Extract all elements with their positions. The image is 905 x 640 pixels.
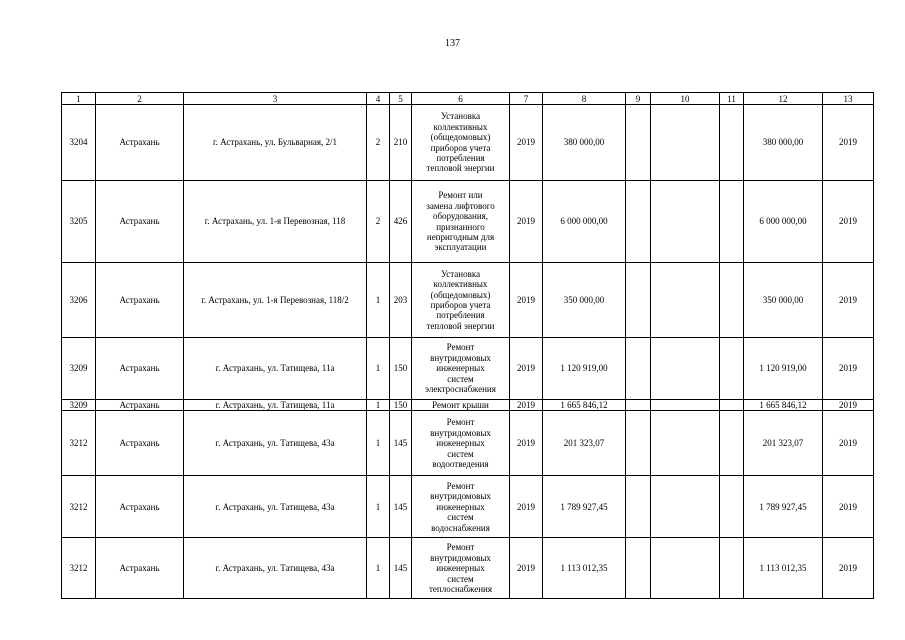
floors-cell: 1 [367, 538, 390, 599]
work-type-line: непригодным для [426, 231, 495, 242]
work-type-cell [412, 338, 510, 400]
address-cell: г. Астрахань, ул. Татищева, 11а [184, 338, 367, 400]
address-cell: г. Астрахань, ул. Татищева, 43а [184, 538, 367, 599]
column-9-cell [626, 263, 651, 338]
column-header-9: 9 [626, 93, 651, 105]
column-10-cell [651, 105, 720, 181]
floors-cell: 1 [367, 263, 390, 338]
completion-year-cell: 2019 [823, 538, 874, 599]
column-9-cell [626, 338, 651, 400]
address-cell: г. Астрахань, ул. Татищева, 43а [184, 476, 367, 538]
work-type-line: систем [447, 448, 474, 459]
city-cell: Астрахань [96, 400, 184, 411]
column-header-3: 3 [184, 93, 367, 105]
address-cell: г. Астрахань, ул. Татищева, 43а [184, 411, 367, 476]
work-type-line: внутридомовых [430, 552, 491, 563]
cost-cell: 201 323,07 [543, 411, 626, 476]
column-9-cell [626, 538, 651, 599]
work-type-line: Ремонт или [438, 190, 483, 201]
work-type-cell [412, 181, 510, 263]
work-type-line: эксплуатации [434, 242, 487, 253]
work-type-line: (общедомовых) [430, 289, 491, 300]
column-10-cell [651, 411, 720, 476]
table-row [62, 181, 874, 263]
total-cost-cell: 1 120 919,00 [744, 338, 823, 400]
work-type-line: коллективных [433, 121, 488, 132]
city-cell: Астрахань [96, 105, 184, 181]
work-type-line: водоотведения [432, 459, 489, 470]
column-10-cell [651, 338, 720, 400]
total-cost-cell: 201 323,07 [744, 411, 823, 476]
city-cell: Астрахань [96, 338, 184, 400]
column-header-8: 8 [543, 93, 626, 105]
work-type-line: приборов учета [430, 300, 491, 310]
table-row [62, 338, 874, 400]
count-cell: 150 [390, 338, 412, 400]
floors-cell: 2 [367, 181, 390, 263]
work-type-line: Установка [440, 111, 481, 122]
work-type-line: Ремонт [446, 542, 475, 553]
city-cell: Астрахань [96, 263, 184, 338]
work-type-line: инженерных [436, 363, 485, 374]
table-row [62, 105, 874, 181]
work-type-cell [412, 105, 510, 181]
year-cell: 2019 [510, 263, 543, 338]
column-header-13: 13 [823, 93, 874, 105]
column-9-cell [626, 105, 651, 181]
table-row [62, 476, 874, 538]
cost-cell: 380 000,00 [543, 105, 626, 181]
column-9-cell [626, 400, 651, 411]
floors-cell: 1 [367, 400, 390, 411]
count-cell: 150 [390, 400, 412, 411]
object-id-cell: 3205 [62, 181, 96, 263]
total-cost-cell: 1 113 012,35 [744, 538, 823, 599]
cost-cell: 1 665 846,12 [543, 400, 626, 411]
city-cell: Астрахань [96, 476, 184, 538]
object-id-cell: 3212 [62, 411, 96, 476]
column-10-cell [651, 538, 720, 599]
count-cell: 426 [390, 181, 412, 263]
table-row [62, 538, 874, 599]
column-9-cell [626, 476, 651, 538]
work-type-line: потребления [436, 152, 485, 163]
column-11-cell [720, 411, 744, 476]
work-type-line: водоснабжения [431, 522, 490, 533]
year-cell: 2019 [510, 476, 543, 538]
work-type-cell [412, 411, 510, 476]
table-row [62, 400, 874, 411]
completion-year-cell: 2019 [823, 411, 874, 476]
floors-cell: 2 [367, 105, 390, 181]
header-row [62, 93, 874, 105]
completion-year-cell: 2019 [823, 105, 874, 181]
column-header-2: 2 [96, 93, 184, 105]
column-header-7: 7 [510, 93, 543, 105]
city-cell: Астрахань [96, 181, 184, 263]
total-cost-cell: 1 789 927,45 [744, 476, 823, 538]
work-type-line: внутридомовых [430, 427, 491, 438]
count-cell: 210 [390, 105, 412, 181]
floors-cell: 1 [367, 338, 390, 400]
address-cell: г. Астрахань, ул. Татищева, 11а [184, 400, 367, 411]
work-type-line: Ремонт [446, 417, 475, 428]
table-row [62, 263, 874, 338]
work-type-line: Ремонт [446, 342, 475, 353]
work-type-line: потребления [436, 310, 485, 321]
object-id-cell: 3212 [62, 476, 96, 538]
column-11-cell [720, 338, 744, 400]
work-type-cell [412, 400, 510, 411]
work-type-line: оборудования, [432, 211, 489, 222]
completion-year-cell: 2019 [823, 263, 874, 338]
page-number: 137 [445, 38, 460, 49]
count-cell: 145 [390, 476, 412, 538]
city-cell: Астрахань [96, 538, 184, 599]
column-11-cell [720, 538, 744, 599]
cost-cell: 1 120 919,00 [543, 338, 626, 400]
work-type-line: внутридомовых [430, 352, 491, 363]
table-body [62, 105, 874, 599]
year-cell: 2019 [510, 400, 543, 411]
column-11-cell [720, 181, 744, 263]
work-type-line: Установка [440, 268, 481, 279]
column-11-cell [720, 400, 744, 411]
work-type-line: Ремонт [446, 480, 475, 491]
column-10-cell [651, 400, 720, 411]
column-10-cell [651, 263, 720, 338]
work-type-line: систем [447, 373, 474, 384]
column-9-cell [626, 411, 651, 476]
column-header-1: 1 [62, 93, 96, 105]
work-type-line: (общедомовых) [430, 132, 491, 143]
total-cost-cell: 1 665 846,12 [744, 400, 823, 411]
column-11-cell [720, 105, 744, 181]
count-cell: 145 [390, 538, 412, 599]
object-id-cell: 3204 [62, 105, 96, 181]
work-type-line: Ремонт крыши [432, 400, 489, 410]
column-header-10: 10 [651, 93, 720, 105]
work-type-line: электроснабжения [425, 384, 496, 395]
cost-cell: 1 789 927,45 [543, 476, 626, 538]
completion-year-cell: 2019 [823, 476, 874, 538]
year-cell: 2019 [510, 338, 543, 400]
floors-cell: 1 [367, 476, 390, 538]
registry-table [61, 92, 874, 599]
total-cost-cell: 350 000,00 [744, 263, 823, 338]
table-row [62, 411, 874, 476]
work-type-line: тепловой энергии [426, 163, 495, 174]
completion-year-cell: 2019 [823, 338, 874, 400]
column-header-12: 12 [744, 93, 823, 105]
city-cell: Астрахань [96, 411, 184, 476]
work-type-line: замена лифтового [426, 200, 495, 211]
column-9-cell [626, 181, 651, 263]
address-cell: г. Астрахань, ул. Бульварная, 2/1 [184, 105, 367, 181]
object-id-cell: 3206 [62, 263, 96, 338]
work-type-line: признанного [436, 221, 485, 232]
work-type-line: инженерных [436, 438, 485, 449]
work-type-line: внутридомовых [430, 491, 491, 502]
address-cell: г. Астрахань, ул. 1-я Перевозная, 118 [184, 181, 367, 263]
work-type-line: тепловой энергии [426, 320, 495, 331]
total-cost-cell: 6 000 000,00 [744, 181, 823, 263]
work-type-line: инженерных [436, 501, 485, 512]
work-type-line: систем [447, 573, 474, 584]
column-header-5: 5 [390, 93, 412, 105]
cost-cell: 350 000,00 [543, 263, 626, 338]
work-type-line: теплоснабжения [429, 584, 492, 595]
work-type-cell [412, 476, 510, 538]
year-cell: 2019 [510, 105, 543, 181]
object-id-cell: 3209 [62, 338, 96, 400]
completion-year-cell: 2019 [823, 181, 874, 263]
work-type-line: приборов учета [430, 142, 491, 153]
work-type-cell [412, 263, 510, 338]
column-10-cell [651, 476, 720, 538]
work-type-cell [412, 538, 510, 599]
object-id-cell: 3212 [62, 538, 96, 599]
year-cell: 2019 [510, 411, 543, 476]
total-cost-cell: 380 000,00 [744, 105, 823, 181]
column-header-6: 6 [412, 93, 510, 105]
cost-cell: 1 113 012,35 [543, 538, 626, 599]
completion-year-cell: 2019 [823, 400, 874, 411]
column-11-cell [720, 476, 744, 538]
column-header-4: 4 [367, 93, 390, 105]
year-cell: 2019 [510, 181, 543, 263]
address-cell: г. Астрахань, ул. 1-я Перевозная, 118/2 [184, 263, 367, 338]
column-11-cell [720, 263, 744, 338]
column-header-11: 11 [720, 93, 744, 105]
floors-cell: 1 [367, 411, 390, 476]
object-id-cell: 3209 [62, 400, 96, 411]
cost-cell: 6 000 000,00 [543, 181, 626, 263]
work-type-line: инженерных [436, 563, 485, 574]
column-10-cell [651, 181, 720, 263]
count-cell: 145 [390, 411, 412, 476]
work-type-line: систем [447, 512, 474, 523]
count-cell: 203 [390, 263, 412, 338]
year-cell: 2019 [510, 538, 543, 599]
work-type-line: коллективных [433, 279, 488, 290]
